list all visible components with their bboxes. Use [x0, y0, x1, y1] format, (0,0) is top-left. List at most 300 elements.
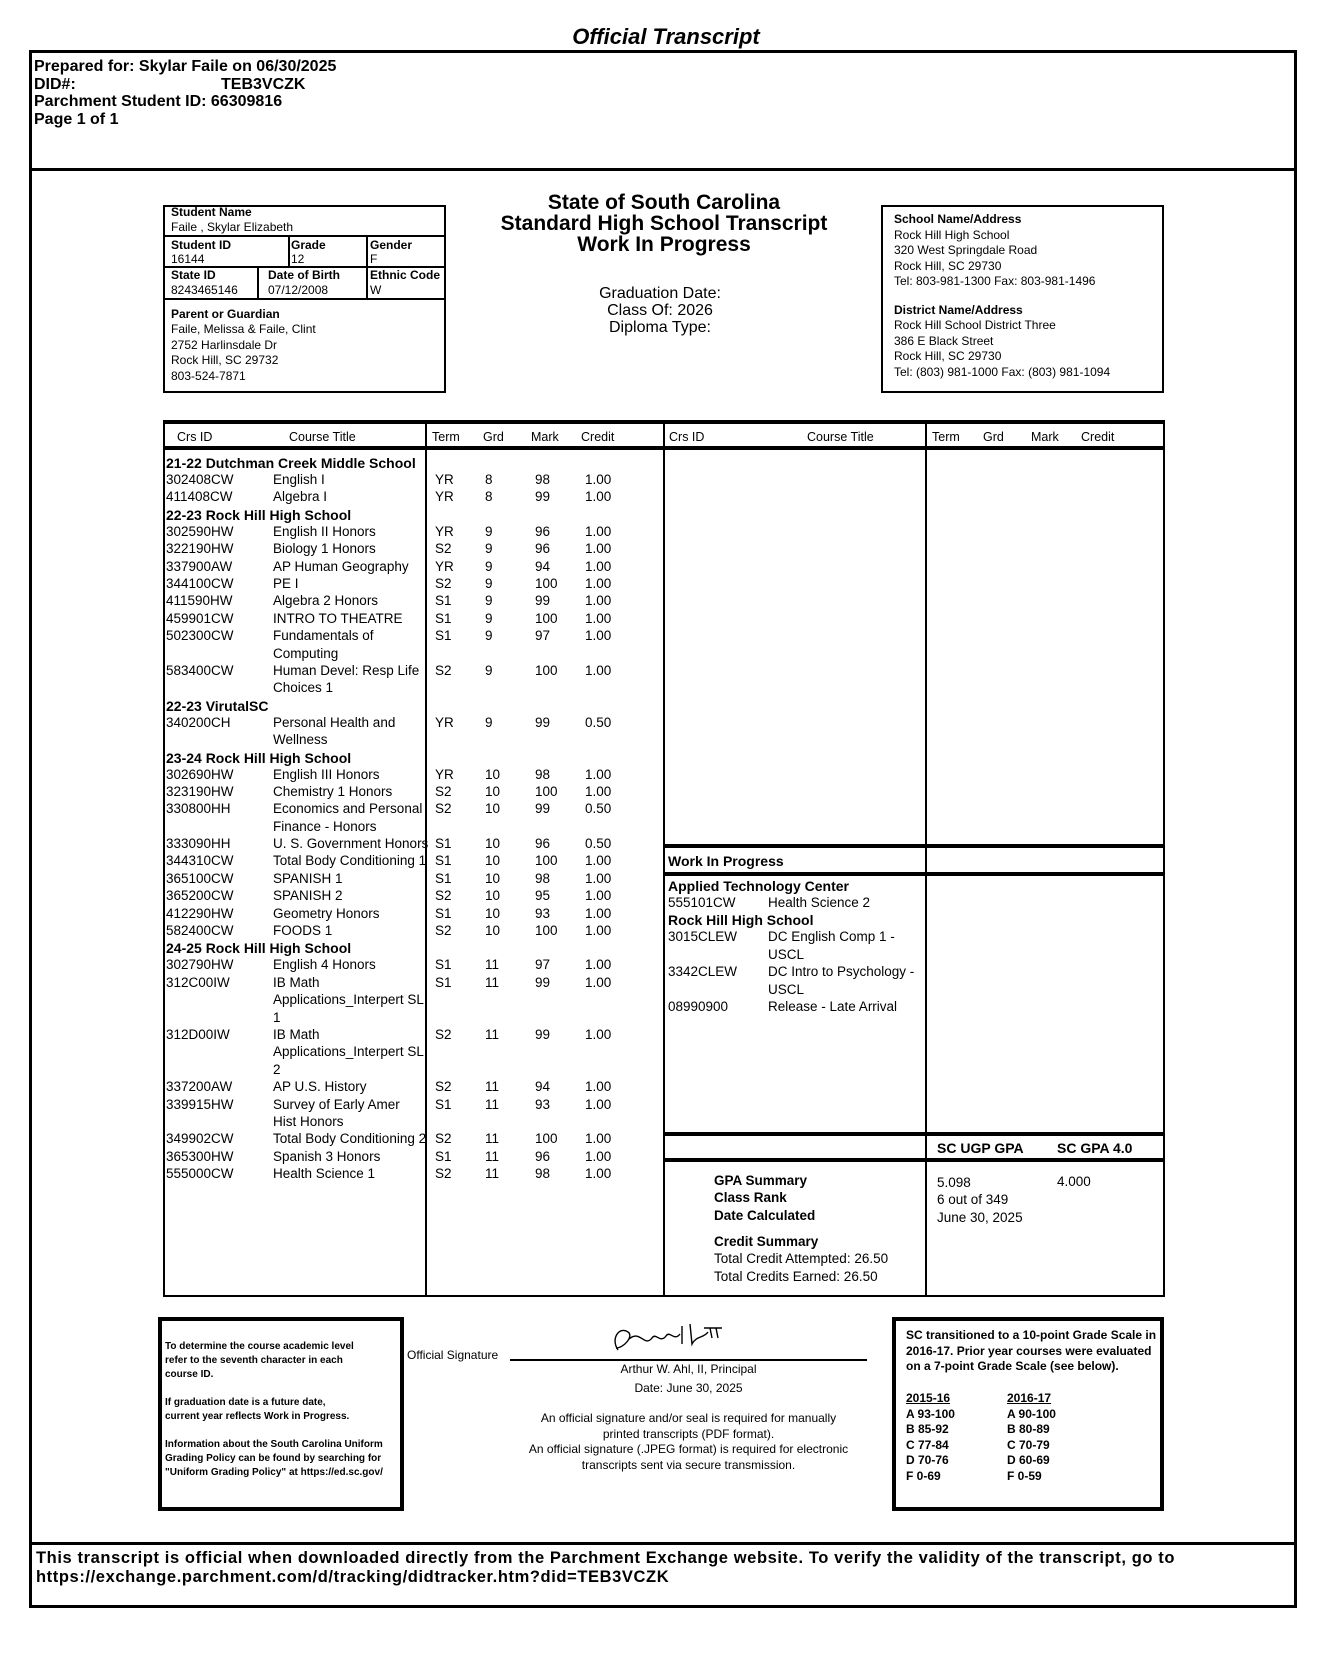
course-title-line: Personal Health and [273, 714, 396, 730]
col-credit: Credit [581, 430, 615, 444]
course-term: S1 [435, 1148, 452, 1164]
gender-label: Gender [370, 238, 413, 252]
course-row [166, 852, 626, 869]
wip-course-id: 3015CLEW [668, 929, 738, 945]
district-line: Rock Hill, SC 29730 [894, 349, 1002, 363]
course-id: 365100CW [166, 870, 234, 886]
course-title [273, 714, 395, 749]
course-title-line: AP U.S. History [273, 1079, 367, 1095]
wip-course-title [768, 998, 897, 1015]
heading-line: Standard High School Transcript [500, 212, 828, 235]
course-row [166, 540, 626, 557]
gpa-labels [714, 1172, 815, 1224]
course-title-line: Applications_Interpert SL [273, 1044, 424, 1060]
course-credit: 1.00 [585, 628, 612, 644]
course-title [273, 800, 422, 835]
course-term: S1 [435, 853, 452, 869]
wip-course-id: 555101CW [668, 895, 736, 910]
note-line: Grading Policy can be found by searching for [165, 1453, 382, 1464]
course-mark: 100 [535, 662, 558, 678]
scale-old-row: B 85-92 [906, 1422, 949, 1436]
course-term: YR [435, 489, 454, 505]
wip-title-line: Health Science 2 [768, 895, 871, 910]
heading-line: State of South Carolina [547, 191, 781, 214]
course-mark: 98 [535, 870, 551, 886]
course-title-line: Hist Honors [273, 1114, 344, 1129]
course-term: YR [435, 766, 454, 782]
guardian-line: 2752 Harlinsdale Dr [171, 337, 278, 352]
course-mark: 100 [535, 923, 558, 939]
course-mark: 100 [535, 853, 558, 869]
col-mark: Mark [1031, 430, 1059, 444]
course-title-line: 1 [273, 1009, 281, 1025]
gpa-summary-label: GPA Summary [714, 1173, 808, 1188]
notice-line: An official signature and/or seal is required for manually [540, 1411, 837, 1425]
course-title-line: SPANISH 1 [273, 870, 343, 886]
course-row [166, 1130, 626, 1147]
course-id: 582400CW [166, 923, 234, 939]
course-credit: 0.50 [585, 801, 612, 817]
course-title-line: Geometry Honors [273, 905, 380, 921]
course-term: S2 [435, 541, 452, 557]
course-title-line: Computing [273, 645, 339, 661]
course-credit: 1.00 [585, 1166, 612, 1182]
ethnic-label: Ethnic Code [370, 268, 441, 282]
gpa-values [937, 1174, 1023, 1226]
course-mark: 99 [535, 593, 551, 609]
wip-list [668, 879, 923, 1015]
course-id: 344100CW [166, 575, 234, 591]
course-id: 312D00IW [166, 1027, 230, 1043]
course-id: 365300HW [166, 1148, 234, 1164]
course-id: 365200CW [166, 888, 234, 904]
footer-divider [29, 1542, 1297, 1545]
signature-line [510, 1359, 867, 1361]
course-title-line: Wellness [273, 732, 328, 748]
date-calculated-value: June 30, 2025 [937, 1209, 1023, 1225]
guardian-line: 803-524-7871 [171, 368, 246, 383]
col-grd: Grd [483, 430, 504, 444]
course-title-line: Choices 1 [273, 680, 334, 696]
course-id: 302690HW [166, 766, 234, 782]
course-credit: 1.00 [585, 974, 612, 990]
course-grade-level: 11 [485, 1131, 500, 1147]
course-term: S2 [435, 1166, 452, 1182]
course-title-line: U. S. Government Honors [273, 836, 429, 852]
course-term: S1 [435, 628, 452, 644]
did-label: DID#: [34, 75, 76, 93]
course-credit: 1.00 [585, 541, 612, 557]
transcript-heading [480, 192, 848, 255]
course-id: 555000CW [166, 1166, 234, 1182]
course-term: YR [435, 472, 454, 487]
course-mark: 98 [535, 1166, 551, 1182]
credit-summary-label: Credit Summary [714, 1234, 819, 1249]
student-name-label: Student Name [171, 205, 252, 219]
col-grd: Grd [983, 430, 1004, 444]
note-line: current year reflects Work in Progress. [165, 1411, 350, 1422]
course-mark: 100 [535, 1131, 558, 1147]
course-title [273, 540, 376, 557]
course-title-line: IB Math [273, 974, 320, 990]
footer-line: This transcript is official when downloaded directly from the Parchment Exchange website. To verify the validity of the transcript, go to [36, 1549, 1176, 1567]
course-title-line: Survey of Early Amer [273, 1096, 400, 1112]
course-title-line: Spanish 3 Honors [273, 1148, 381, 1164]
course-term: S2 [435, 888, 452, 904]
class-rank-label: Class Rank [714, 1190, 787, 1206]
district-line: Tel: (803) 981-1000 Fax: (803) 981-1094 [894, 364, 1111, 379]
col-course-title: Course Title [289, 430, 356, 444]
course-term: S2 [435, 575, 452, 591]
course-mark: 98 [535, 766, 551, 782]
header-divider [29, 168, 1297, 171]
course-credit: 0.50 [585, 836, 612, 852]
notes-text [165, 1340, 383, 1480]
course-title-line: Algebra 2 Honors [273, 593, 379, 609]
wip-row [668, 928, 923, 963]
course-row [166, 922, 626, 939]
course-credit: 1.00 [585, 575, 612, 591]
course-term: YR [435, 714, 454, 730]
course-term: YR [435, 523, 454, 539]
course-term: S2 [435, 801, 452, 817]
course-mark: 99 [535, 714, 551, 730]
course-grade-level: 10 [485, 870, 501, 886]
course-mark: 96 [535, 1148, 551, 1164]
wip-group-title: Rock Hill High School [668, 912, 814, 929]
course-title-line: IB Math [273, 1027, 320, 1043]
course-title [273, 766, 380, 783]
course-credit: 1.00 [585, 1131, 612, 1147]
scale-new-row: C 70-79 [1007, 1437, 1050, 1452]
course-id: 349902CW [166, 1131, 234, 1147]
dob-value: 07/12/2008 [268, 283, 329, 297]
district-label: District Name/Address [894, 302, 1023, 317]
scale-new-row: D 60-69 [1007, 1453, 1050, 1467]
note-line: "Uniform Grading Policy" at https://ed.sc.gov/ [165, 1467, 383, 1478]
course-id: 322190HW [166, 541, 234, 557]
course-mark: 93 [535, 905, 551, 921]
course-grade-level: 10 [485, 923, 501, 939]
course-row [166, 471, 626, 488]
signature-notice [470, 1411, 907, 1473]
course-title [273, 662, 419, 697]
course-title [273, 1096, 400, 1131]
page-number: Page 1 of 1 [34, 110, 119, 128]
course-grade-level: 11 [485, 1148, 500, 1164]
scale-new-row: A 90-100 [1007, 1406, 1056, 1421]
scale-old-row: F 0-69 [906, 1468, 941, 1483]
diploma-type: Diploma Type: [609, 319, 711, 336]
course-title [273, 627, 374, 662]
signature-date: Date: June 30, 2025 [634, 1380, 743, 1395]
course-mark: 99 [535, 801, 551, 817]
scale-intro-line: SC transitioned to a 10-point Grade Scale in [906, 1328, 1157, 1342]
course-grade-level: 10 [485, 888, 501, 904]
course-credit: 1.00 [585, 766, 612, 782]
course-row [166, 714, 626, 749]
course-credit: 1.00 [585, 853, 612, 869]
course-grade-level: 8 [485, 472, 493, 487]
wip-row [668, 894, 923, 911]
course-title [273, 471, 325, 488]
course-title-line: Fundamentals of [273, 628, 374, 644]
scale-intro-line: 2016-17. Prior year courses were evaluated [906, 1343, 1152, 1358]
course-title [273, 558, 409, 575]
course-title-line: Finance - Honors [273, 818, 377, 834]
school-label: School Name/Address [894, 212, 1022, 226]
heading-line: Work In Progress [577, 233, 751, 256]
course-row [166, 662, 626, 697]
did-value: TEB3VCZK [221, 75, 306, 93]
notice-line: An official signature (.JPEG format) is required for electronic [528, 1442, 849, 1456]
credits-attempted: Total Credit Attempted: 26.50 [714, 1251, 889, 1267]
course-title-line: Chemistry 1 Honors [273, 783, 393, 799]
course-id: 323190HW [166, 783, 234, 799]
note-line: If graduation date is a future date, [165, 1397, 326, 1408]
course-row [166, 592, 626, 609]
credits-earned: Total Credits Earned: 26.50 [714, 1268, 878, 1284]
course-credit: 1.00 [585, 957, 612, 973]
course-row [166, 627, 626, 662]
gender-value: F [370, 252, 378, 266]
course-grade-level: 9 [485, 541, 493, 557]
course-credit: 1.00 [585, 593, 612, 609]
course-title-line: FOODS 1 [273, 923, 333, 939]
course-term: S2 [435, 1079, 452, 1095]
ugp-gpa-value: 5.098 [937, 1175, 971, 1190]
course-title-line: INTRO TO THEATRE [273, 610, 403, 626]
course-mark: 100 [535, 610, 558, 626]
course-mark: 94 [535, 1079, 551, 1095]
verification-link[interactable]: https://exchange.parchment.com/d/tracking/didtracker.htm?did=TEB3VCZK [36, 1568, 670, 1586]
course-id: 411590HW [166, 593, 233, 609]
scale-new [1007, 1391, 1056, 1484]
course-grade-level: 9 [485, 523, 493, 539]
parchment-id: Parchment Student ID: 66309816 [34, 93, 283, 110]
course-title-line: English III Honors [273, 766, 380, 782]
term-section-title: 22-23 Rock Hill High School [166, 506, 352, 523]
course-term: S1 [435, 836, 452, 852]
course-grade-level: 9 [485, 558, 493, 574]
course-title [273, 610, 403, 627]
course-title-line: Human Devel: Resp Life [273, 662, 420, 678]
course-mark: 99 [535, 974, 551, 990]
wip-title-line: USCL [768, 946, 805, 962]
course-id: 344310CW [166, 853, 234, 869]
course-row [166, 974, 626, 1026]
wip-group-title: Applied Technology Center [668, 878, 849, 894]
course-id: 502300CW [166, 628, 234, 644]
course-title [273, 905, 380, 922]
course-term: S2 [435, 923, 452, 939]
course-title [273, 1130, 426, 1147]
guardian-label: Parent or Guardian [171, 307, 280, 321]
course-mark: 100 [535, 783, 558, 799]
document-title: Official Transcript [572, 24, 760, 49]
scale-new-row: B 80-89 [1007, 1422, 1050, 1436]
course-mark: 97 [535, 957, 551, 973]
course-id: 459901CW [166, 610, 234, 626]
wip-course-id: 08990900 [668, 998, 729, 1014]
course-row [166, 1026, 626, 1078]
course-title-line: English I [273, 472, 325, 487]
course-id: 339915HW [166, 1096, 234, 1112]
course-id: 312C00IW [166, 974, 230, 990]
wip-course-title [768, 928, 895, 963]
course-id: 340200CH [166, 714, 231, 730]
course-row [166, 870, 626, 887]
course-title [273, 488, 327, 505]
class-of: Class Of: 2026 [607, 302, 713, 319]
scale-old-row: C 77-84 [906, 1437, 949, 1452]
course-term: S1 [435, 610, 452, 626]
course-row [166, 905, 626, 922]
course-title-line: SPANISH 2 [273, 888, 343, 904]
course-row [166, 488, 626, 505]
course-title-line: Total Body Conditioning 1 [273, 853, 427, 869]
grade-label: Grade [291, 238, 326, 252]
course-term: YR [435, 558, 454, 574]
school-block [894, 212, 1110, 380]
wip-title: Work In Progress [668, 853, 784, 869]
course-id: 412290HW [166, 905, 234, 921]
course-grade-level: 9 [485, 593, 493, 609]
course-term: S1 [435, 593, 452, 609]
col-crs-id: Crs ID [669, 430, 705, 444]
course-title-line: PE I [273, 575, 299, 591]
state-id-label: State ID [171, 268, 216, 282]
note-line: course ID. [165, 1369, 214, 1380]
course-title [273, 592, 378, 609]
course-grade-level: 11 [485, 1096, 500, 1112]
scale-old-row: D 70-76 [906, 1453, 949, 1467]
course-term: S2 [435, 1027, 452, 1043]
course-title-line: Applications_Interpert SL [273, 992, 424, 1008]
course-term: S1 [435, 870, 452, 886]
course-grade-level: 10 [485, 836, 501, 852]
col-credit: Credit [1081, 430, 1115, 444]
wip-row [668, 998, 923, 1015]
col-term: Term [932, 430, 960, 444]
course-title [273, 870, 343, 887]
course-grade-level: 11 [485, 1027, 500, 1043]
course-id: 302590HW [166, 523, 234, 539]
note-line [165, 1382, 383, 1396]
course-grade-level: 9 [485, 628, 493, 644]
course-credit: 1.00 [585, 610, 612, 626]
notice-line: transcripts sent via secure transmission. [581, 1457, 796, 1472]
course-mark: 96 [535, 541, 551, 557]
course-mark: 99 [535, 489, 551, 505]
class-rank-value: 6 out of 349 [937, 1192, 1009, 1208]
wip-row [668, 963, 923, 998]
course-credit: 1.00 [585, 923, 612, 939]
course-grade-level: 11 [485, 974, 500, 990]
student-name: Faile , Skylar Elizabeth [171, 220, 294, 234]
course-row [166, 956, 626, 973]
state-id: 8243465146 [171, 283, 238, 297]
course-title [273, 1078, 367, 1095]
course-title [273, 835, 428, 852]
course-row [166, 800, 626, 835]
course-term: S1 [435, 905, 452, 921]
date-calculated-label: Date Calculated [714, 1207, 816, 1223]
guardian-block [171, 322, 316, 384]
course-grade-level: 10 [485, 905, 501, 921]
course-title [273, 783, 392, 800]
ugp-gpa-label: SC UGP GPA [937, 1140, 1024, 1156]
course-credit: 1.00 [585, 1027, 612, 1043]
course-term: S2 [435, 1131, 452, 1147]
course-title-line: English II Honors [273, 523, 376, 539]
course-id: 583400CW [166, 662, 234, 678]
course-row [166, 610, 626, 627]
student-id-label: Student ID [171, 238, 231, 252]
course-title-line: Economics and Personal [273, 801, 423, 817]
course-grade-level: 10 [485, 801, 501, 817]
course-grade-level: 10 [485, 766, 501, 782]
signature-block [510, 1362, 867, 1396]
course-title [273, 1165, 375, 1182]
course-title [273, 575, 299, 592]
course-grade-level: 9 [485, 714, 493, 730]
course-credit: 1.00 [585, 1096, 612, 1112]
note-line [165, 1424, 383, 1438]
course-row [166, 783, 626, 800]
gpa4-value: 4.000 [1057, 1174, 1091, 1189]
course-mark: 95 [535, 888, 551, 904]
col-crs-id: Crs ID [177, 430, 213, 444]
course-mark: 97 [535, 628, 551, 644]
course-title-line: Total Body Conditioning 2 [273, 1131, 427, 1147]
course-title-line: English 4 Honors [273, 957, 376, 973]
course-grade-level: 10 [485, 783, 501, 799]
course-grade-level: 11 [485, 1166, 500, 1182]
course-grade-level: 9 [485, 575, 493, 591]
course-credit: 1.00 [585, 662, 612, 678]
wip-title-line: DC English Comp 1 - [768, 929, 895, 945]
course-mark: 98 [535, 472, 551, 487]
course-grade-level: 11 [485, 1079, 500, 1095]
guardian-line: Rock Hill, SC 29732 [171, 353, 279, 367]
course-term: S1 [435, 1096, 452, 1112]
course-mark: 93 [535, 1096, 551, 1112]
school-line: 320 West Springdale Road [894, 243, 1038, 257]
course-title [273, 523, 376, 540]
course-term: S1 [435, 957, 452, 973]
graduation-date: Graduation Date: [599, 285, 721, 302]
course-grade-level: 11 [485, 957, 500, 973]
course-id: 333090HH [166, 836, 231, 852]
guardian-line: Faile, Melissa & Faile, Clint [171, 322, 316, 336]
course-row [166, 523, 626, 540]
wip-title-line: DC Intro to Psychology - [768, 964, 915, 980]
course-grade-level: 9 [485, 610, 493, 626]
scale-new-row: F 0-59 [1007, 1468, 1042, 1483]
course-row [166, 887, 626, 904]
term-section-title: 24-25 Rock Hill High School [166, 940, 352, 957]
credit-summary [714, 1233, 888, 1285]
col-mark: Mark [531, 430, 559, 444]
prepared-for: Prepared for: Skylar Faile on 06/30/2025 [34, 58, 337, 75]
course-id: 302408CW [166, 472, 234, 487]
prepared-block [34, 58, 336, 128]
scale-old-row: A 93-100 [906, 1406, 955, 1421]
col-term: Term [432, 430, 460, 444]
course-mark: 100 [535, 575, 558, 591]
verification-footer [36, 1549, 1175, 1587]
